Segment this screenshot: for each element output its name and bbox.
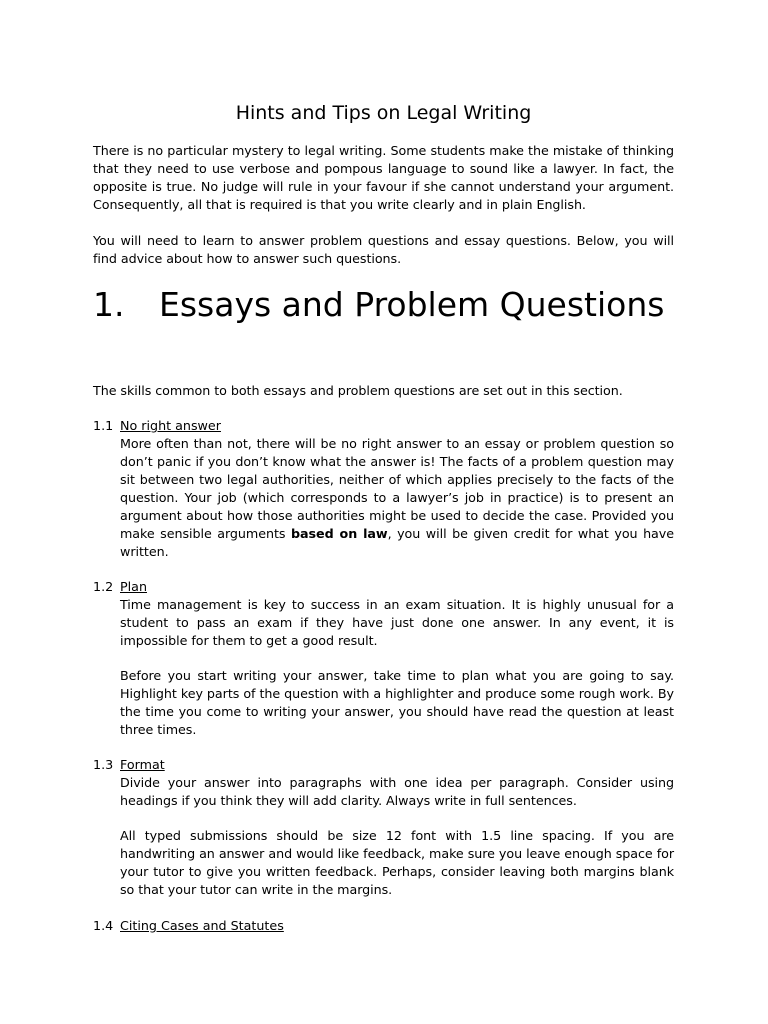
subsection-label: Format: [120, 757, 165, 772]
subsection-heading-1-3: [93, 756, 674, 774]
subsection-number: 1.1: [93, 418, 114, 433]
intro-paragraph-1: There is no particular mystery to legal writing. Some students make the mistake of thinking that they need to use verbose and pompous language to sound like a lawyer. In fact, the opposite is true. No judge will rule in your favour if she cannot understand your argument. Consequently, all that is required is that you write clearly and in plain English.: [93, 143, 674, 212]
subsection-label: Citing Cases and Statutes: [120, 918, 284, 933]
subsection-label: Plan: [120, 579, 147, 594]
subsection-1-3-paragraph-1: Divide your answer into paragraphs with one idea per paragraph. Consider using headings if you think they will add clarity. Always write in full sentences.: [120, 775, 674, 808]
bold-text: based on law: [291, 526, 388, 541]
subsection-number: 1.2: [93, 579, 114, 594]
subsection-1-2-paragraph-1: Time management is key to success in an exam situation. It is highly unusual for a student to pass an exam if they have just done one answer. In any event, it is impossible for them to get a good result.: [120, 597, 674, 648]
subsection-1-3-paragraph-2: All typed submissions should be size 12 font with 1.5 line spacing. If you are handwriting an answer and would like feedback, make sure you leave enough space for your tutor to give you written feedback. Perhaps, consider leaving both margins blank so that your tutor can write in the margins.: [120, 828, 674, 897]
section-title: Essays and Problem Questions: [159, 285, 665, 324]
section-heading: [93, 285, 674, 324]
document-title: Hints and Tips on Legal Writing: [235, 102, 532, 124]
subsection-1-1-paragraph: [120, 435, 674, 561]
subsection-heading-1-2: [93, 578, 674, 596]
intro-paragraph-2: You will need to learn to answer problem questions and essay questions. Below, you will find advice about how to answer such questions.: [93, 233, 674, 266]
subsection-label: No right answer: [120, 418, 221, 433]
section-number: 1.: [93, 285, 125, 324]
subsection-1-2-paragraph-2: Before you start writing your answer, take time to plan what you are going to say. Highlight key parts of the question with a highlighter and produce some rough work. By the time you come to writing your answer, you should have read the question at least three times.: [120, 668, 674, 737]
subsection-heading-1-4: [93, 917, 674, 935]
section-intro: The skills common to both essays and problem questions are set out in this section.: [93, 383, 623, 398]
paragraph-text: , you will be given credit for what you have written.: [120, 526, 674, 559]
subsection-heading-1-1: [93, 417, 674, 435]
subsection-number: 1.4: [93, 918, 114, 933]
subsection-number: 1.3: [93, 757, 114, 772]
paragraph-text: More often than not, there will be no right answer to an essay or problem question so don’t panic if you don’t know what the answer is! The facts of a problem question may sit between two legal authorities, neither of which applies precisely to the facts of the question. Your job (which corresponds to a lawyer’s job in practice) is to present an argument about how those authorities might be used to decide the case. Provided you make sensible arguments: [120, 436, 674, 541]
